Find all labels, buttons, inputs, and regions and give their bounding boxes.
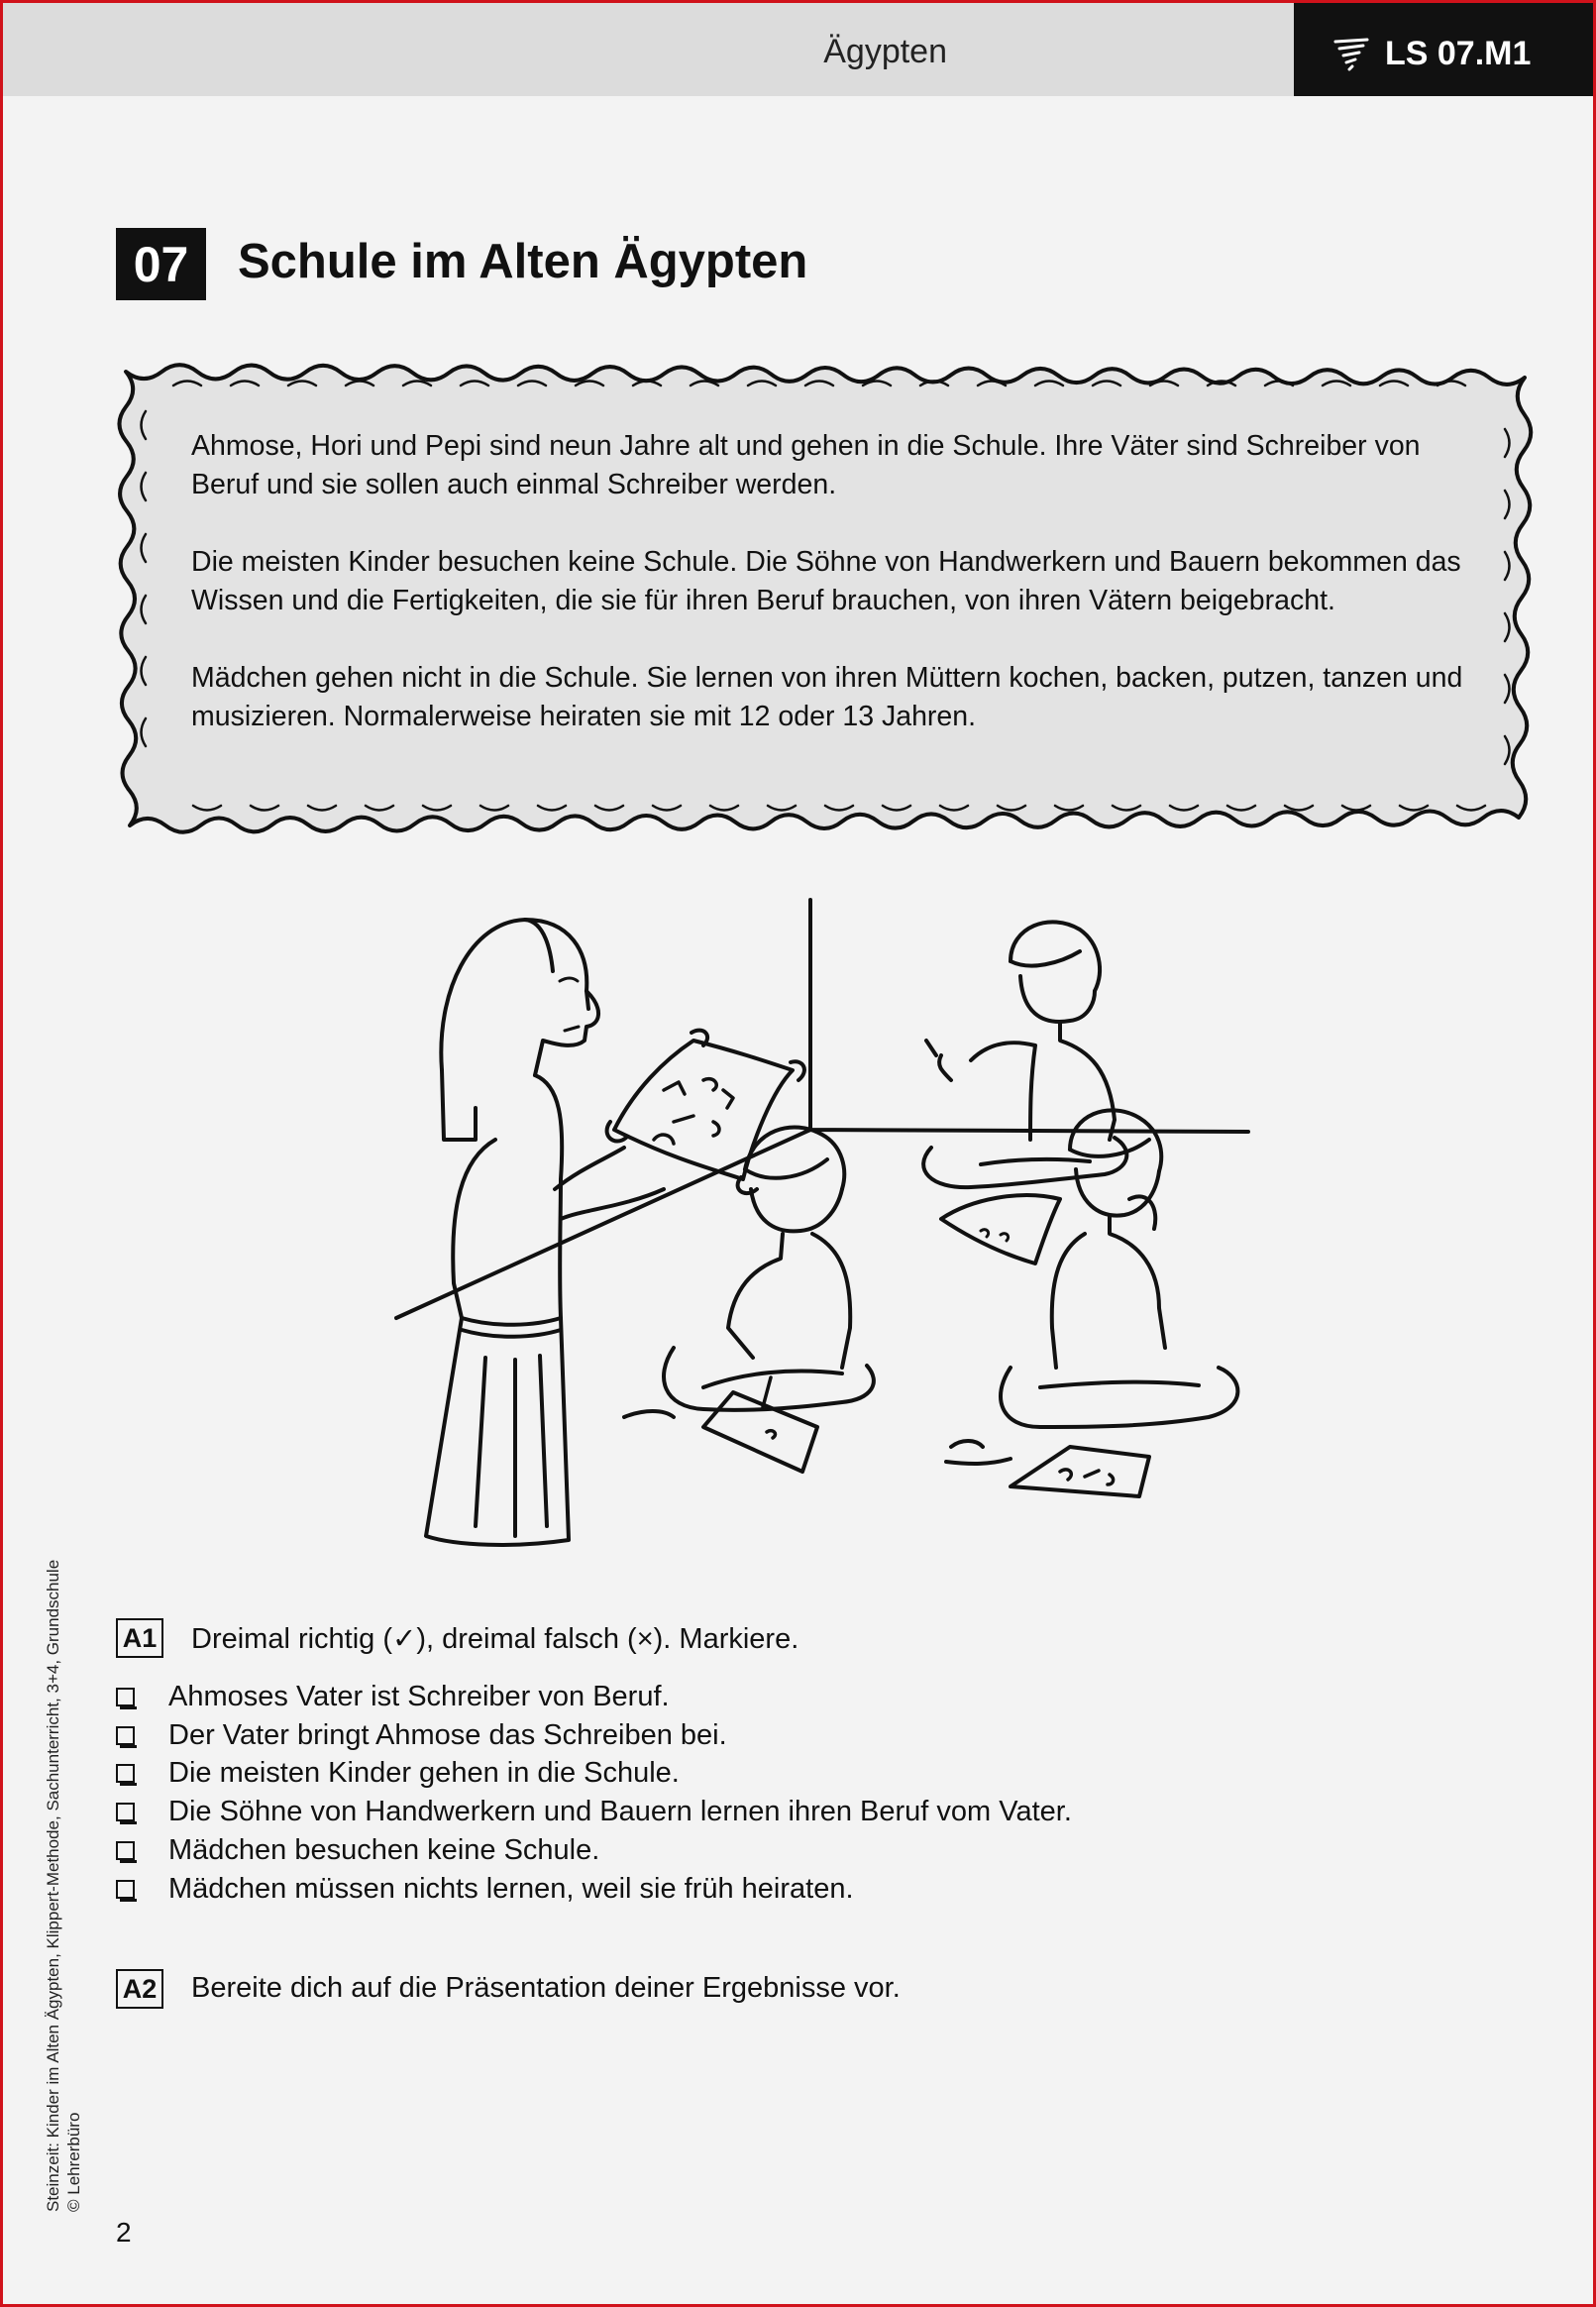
intro-paragraph-2: Die meisten Kinder besuchen keine Schule. Die Söhne von Handwerkern und Bauern bekommen das Wissen und die Fertigkeiten, die sie für ihren Beruf brauchen, von ihren Vätern beigebracht. xyxy=(191,546,1461,616)
lesson-code: LS 07.M1 xyxy=(1385,35,1532,72)
list-item[interactable] xyxy=(116,1870,1072,1909)
credit-line-1: Steinzeit: Kinder im Alten Ägypten, Klippert-Methode, Sachunterricht, 3+4, Grundschule xyxy=(44,1559,62,2212)
task-a1-badge: A1 xyxy=(116,1618,163,1658)
papyrus-scroll xyxy=(607,1031,804,1193)
task-a2-badge: A2 xyxy=(116,1969,163,2009)
statement-checklist xyxy=(116,1678,1072,1909)
kid-front-right xyxy=(946,1110,1237,1496)
checkbox-icon[interactable] xyxy=(116,1726,135,1745)
statement-text: Ahmoses Vater ist Schreiber von Beruf. xyxy=(168,1680,670,1712)
checkbox-icon[interactable] xyxy=(116,1880,135,1899)
list-item[interactable] xyxy=(116,1793,1072,1831)
school-illustration xyxy=(376,892,1268,1566)
credit-line-2: © Lehrerbüro xyxy=(64,2112,83,2212)
tornado-icon xyxy=(1333,38,1369,71)
page-number: 2 xyxy=(116,2217,132,2248)
header-tag xyxy=(1294,3,1593,96)
intro-text xyxy=(191,427,1469,775)
checkbox-icon[interactable] xyxy=(116,1764,135,1783)
page-title: Schule im Alten Ägypten xyxy=(238,235,808,288)
list-item[interactable] xyxy=(116,1755,1072,1794)
checkbox-icon[interactable] xyxy=(116,1688,135,1706)
task-a2-instruction: Bereite dich auf die Präsentation deiner Ergebnisse vor. xyxy=(191,1972,901,2004)
checkbox-icon[interactable] xyxy=(116,1841,135,1860)
intro-paragraph-3: Mädchen gehen nicht in die Schule. Sie lernen von ihren Müttern kochen, backen, putzen, tanzen und musizieren. Normalerweise heiraten sie mit 12 oder 13 Jahren. xyxy=(191,662,1463,732)
header-band xyxy=(3,3,1294,96)
copyright-credit xyxy=(43,1560,84,2212)
checkbox-icon[interactable] xyxy=(116,1803,135,1821)
statement-text: Mädchen müssen nichts lernen, weil sie früh heiraten. xyxy=(168,1872,854,1905)
kid-back-right xyxy=(923,922,1126,1263)
task-a1-instruction: Dreimal richtig (✓), dreimal falsch (×). Markiere. xyxy=(191,1623,799,1655)
statement-text: Mädchen besuchen keine Schule. xyxy=(168,1834,600,1867)
header-topic: Ägypten xyxy=(823,33,947,70)
kid-front-left xyxy=(624,1128,874,1472)
title-number: 07 xyxy=(116,228,206,300)
statement-text: Die Söhne von Handwerkern und Bauern lernen ihren Beruf vom Vater. xyxy=(168,1796,1072,1828)
list-item[interactable] xyxy=(116,1678,1072,1716)
list-item[interactable] xyxy=(116,1716,1072,1755)
statement-text: Der Vater bringt Ahmose das Schreiben bei. xyxy=(168,1718,727,1751)
teacher-figure xyxy=(426,920,664,1545)
list-item[interactable] xyxy=(116,1831,1072,1870)
statement-text: Die meisten Kinder gehen in die Schule. xyxy=(168,1757,680,1790)
intro-paragraph-1: Ahmose, Hori und Pepi sind neun Jahre alt und gehen in die Schule. Ihre Väter sind Schreiber von Beruf und sie sollen auch einmal Schreiber werden. xyxy=(191,430,1421,500)
